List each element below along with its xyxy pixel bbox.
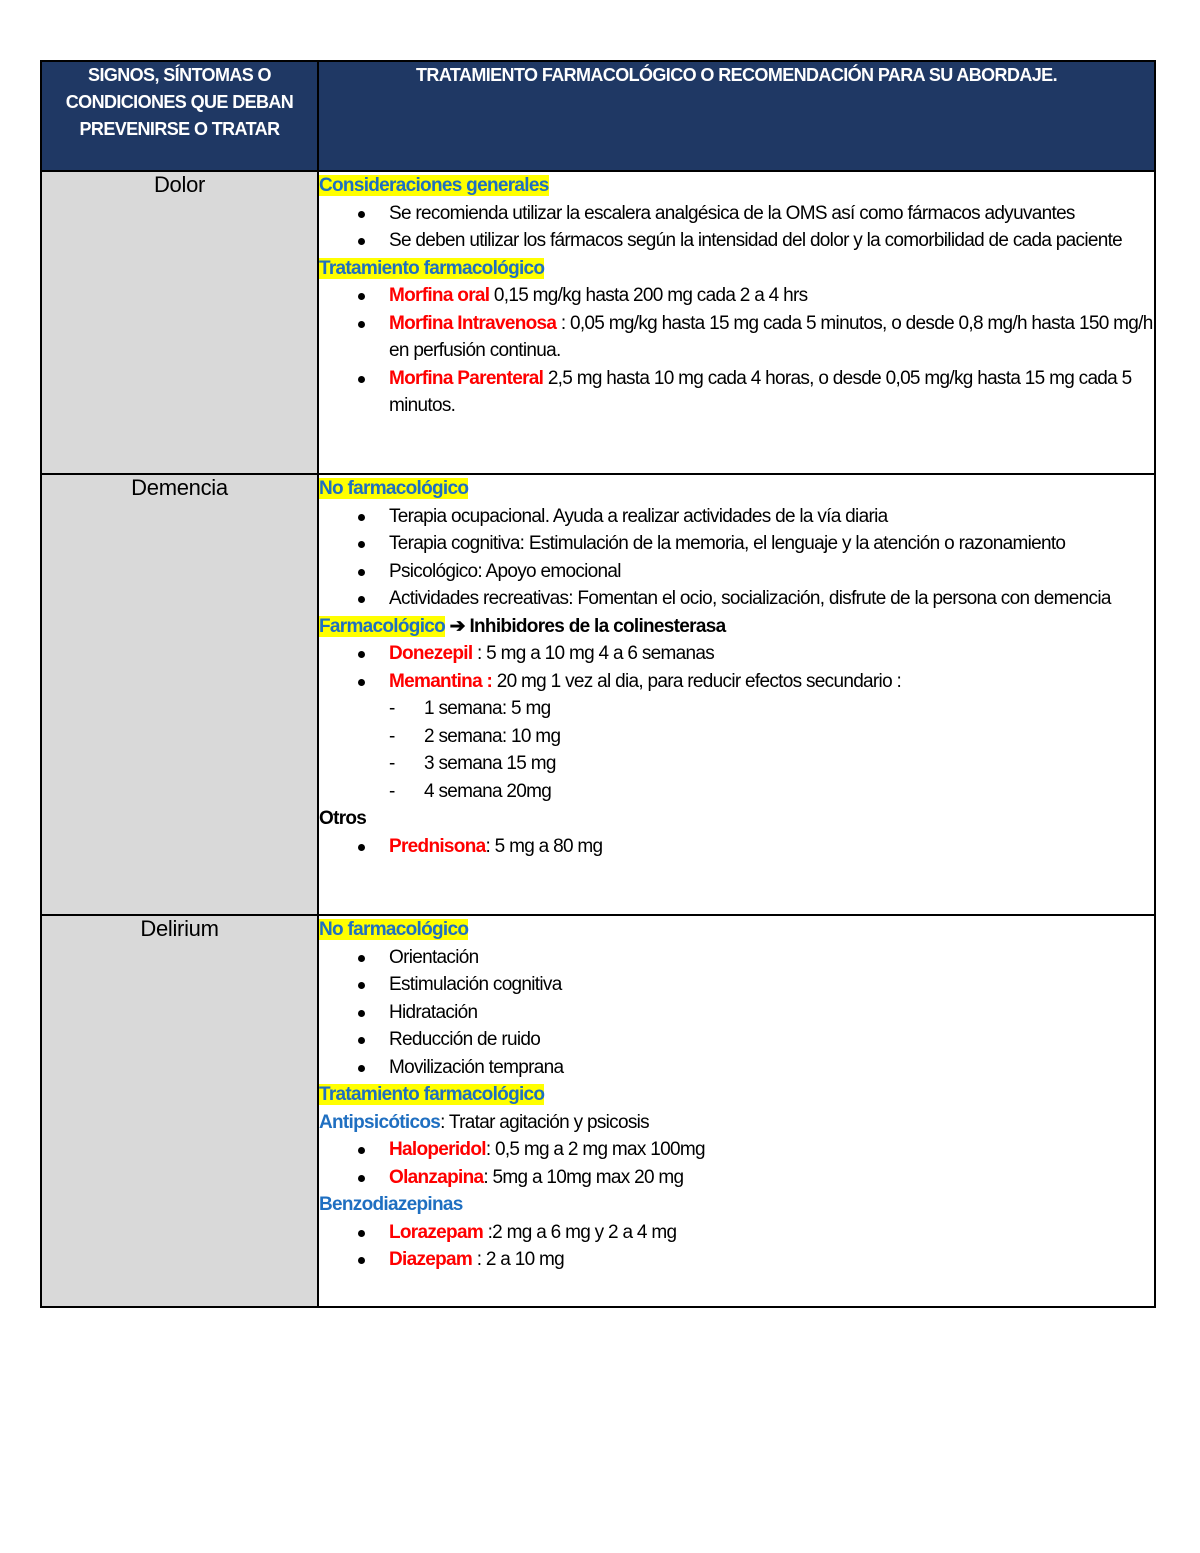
- section-heading: Farmacológico: [319, 615, 446, 637]
- list-item: [319, 640, 1154, 668]
- drug-name: Olanzapina: [389, 1166, 484, 1188]
- drug-name: Prednisona: [389, 835, 486, 857]
- drug-name: Diazepam: [389, 1249, 473, 1270]
- drug-dose: 0,15 mg/kg hasta 200 mg cada 2 a 4 hrs: [489, 285, 808, 306]
- treatment-dolor: [318, 171, 1155, 474]
- schedule-item: - 2 semana: 10 mg: [319, 723, 1154, 751]
- list-item: Hidratación: [319, 999, 1154, 1027]
- row-dolor: [41, 171, 1155, 474]
- drug-name: Morfina oral: [389, 285, 490, 306]
- list-item: [319, 1246, 1154, 1274]
- section-heading: Consideraciones generales: [319, 175, 549, 196]
- header-col-symptoms: SIGNOS, SÍNTOMAS O CONDICIONES QUE DEBAN PREVENIRSE O TRATAR: [41, 61, 318, 171]
- list-item: Se recomienda utilizar la escalera analgésica de la OMS así como fármacos adyuvantes: [319, 200, 1154, 228]
- drug-dose: :2 mg a 6 mg y 2 a 4 mg: [483, 1221, 677, 1243]
- section-subheading: Benzodiazepinas: [319, 1194, 463, 1215]
- list-item: [319, 365, 1154, 420]
- schedule-item: - 3 semana 15 mg: [319, 750, 1154, 778]
- list-item: Orientación: [319, 944, 1154, 972]
- drug-dose: : 2 a 10 mg: [472, 1249, 565, 1270]
- drug-name: Haloperidol: [389, 1139, 486, 1160]
- section-heading: Tratamiento farmacológico: [319, 257, 545, 279]
- drug-name: Morfina Intravenosa: [389, 312, 557, 334]
- list-item: Actividades recreativas: Fomentan el ocio, socialización, disfrute de la persona con demencia: [319, 585, 1154, 613]
- list-item: [319, 1136, 1154, 1164]
- drug-dose: 2,5 mg hasta 10 mg cada 4 horas, o desde 0,05 mg/kg hasta 15 mg cada 5 minutos.: [389, 367, 1132, 416]
- treatment-table: [40, 60, 1156, 1308]
- symptom-demencia: Demencia: [41, 474, 318, 915]
- drug-dose: : 0,05 mg/kg hasta 15 mg cada 5 minutos, o desde 0,8 mg/h hasta 150 mg/h en perfusión continua.: [389, 312, 1153, 361]
- list-item: [319, 310, 1154, 365]
- drug-dose: 20 mg 1 vez al dia, para reducir efectos secundario :: [492, 670, 902, 692]
- list-item: [319, 1219, 1154, 1247]
- list-item: [319, 668, 1154, 696]
- drug-dose: : 5 mg a 80 mg: [485, 835, 603, 857]
- drug-dose: : 5 mg a 10 mg 4 a 6 semanas: [472, 643, 715, 664]
- list-item: [319, 833, 1154, 861]
- drug-dose: : 0,5 mg a 2 mg max 100mg: [485, 1139, 705, 1160]
- list-item: Terapia ocupacional. Ayuda a realizar actividades de la vía diaria: [319, 503, 1154, 531]
- symptom-delirium: Delirium: [41, 915, 318, 1307]
- treatment-demencia: [318, 474, 1155, 915]
- section-heading: No farmacológico: [319, 919, 469, 940]
- list-item: Se deben utilizar los fármacos según la intensidad del dolor y la comorbilidad de cada paciente: [319, 227, 1154, 255]
- schedule-item: - 4 semana 20mg: [319, 778, 1154, 806]
- section-heading: Otros: [319, 808, 367, 829]
- header-row: [41, 61, 1155, 171]
- list-item: [319, 1164, 1154, 1192]
- list-item: Reducción de ruido: [319, 1026, 1154, 1054]
- list-item: Estimulación cognitiva: [319, 971, 1154, 999]
- row-delirium: [41, 915, 1155, 1307]
- row-demencia: [41, 474, 1155, 915]
- drug-name: Memantina :: [389, 670, 493, 692]
- list-item: Psicológico: Apoyo emocional: [319, 558, 1154, 586]
- drug-name: Donezepil: [389, 643, 473, 664]
- section-heading: Tratamiento farmacológico: [319, 1084, 545, 1105]
- list-item: Terapia cognitiva: Estimulación de la memoria, el lenguaje y la atención o razonamiento: [319, 530, 1154, 558]
- treatment-delirium: [318, 915, 1155, 1307]
- list-item: [319, 282, 1154, 310]
- drug-dose: : 5mg a 10mg max 20 mg: [483, 1166, 684, 1188]
- drug-name: Morfina Parenteral: [389, 367, 544, 389]
- symptom-dolor: Dolor: [41, 171, 318, 474]
- section-subheading: Antipsicóticos: [319, 1111, 441, 1133]
- arrow-icon: ➔: [445, 615, 470, 637]
- list-item: Movilización temprana: [319, 1054, 1154, 1082]
- schedule-item: - 1 semana: 5 mg: [319, 695, 1154, 723]
- drug-name: Lorazepam: [389, 1221, 484, 1243]
- header-col-treatment: TRATAMIENTO FARMACOLÓGICO O RECOMENDACIÓN PARA SU ABORDAJE.: [318, 61, 1155, 171]
- section-heading: No farmacológico: [319, 478, 469, 499]
- section-subheading: Inhibidores de la colinesterasa: [469, 615, 726, 637]
- section-description: : Tratar agitación y psicosis: [440, 1111, 649, 1133]
